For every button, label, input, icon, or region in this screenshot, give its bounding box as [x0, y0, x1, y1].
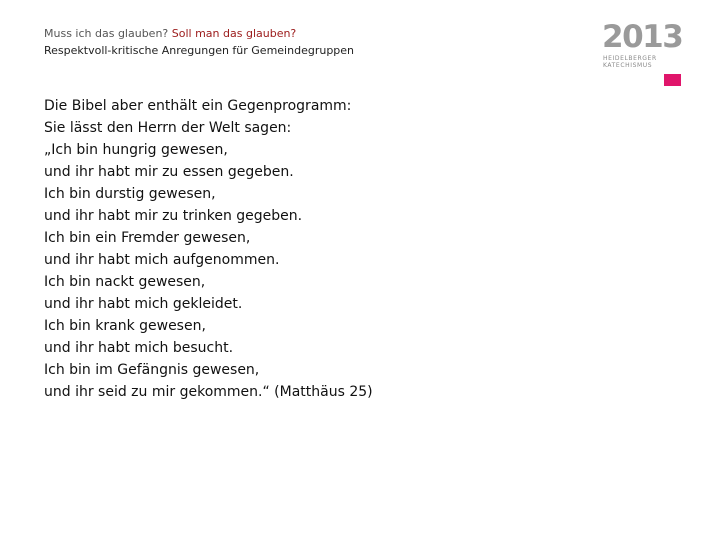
header-title-question: Muss ich das glauben?: [44, 27, 169, 40]
header-subtitle: Respektvoll-kritische Anregungen für Gemeindegruppen: [44, 44, 355, 57]
logo-text-line2: KATECHISMUS: [603, 62, 653, 69]
body-line: Ich bin nackt gewesen,: [44, 274, 206, 290]
body-line: Ich bin ein Fremder gewesen,: [44, 230, 251, 246]
body-line: Ich bin im Gefängnis gewesen,: [44, 362, 260, 378]
body-line: und ihr habt mir zu trinken gegeben.: [44, 208, 303, 224]
logo-accent-bar: [664, 74, 681, 86]
body-line: und ihr habt mich aufgenommen.: [44, 252, 280, 268]
heidelberger-katechismus-logo: [602, 19, 683, 69]
body-line: und ihr habt mich besucht.: [44, 340, 234, 356]
body-line: Sie lässt den Herrn der Welt sagen:: [44, 120, 292, 136]
body-line: und ihr habt mich gekleidet.: [44, 296, 243, 312]
body-line: Ich bin durstig gewesen,: [44, 186, 216, 202]
logo-year: 2013: [602, 19, 683, 55]
body-line: Die Bibel aber enthält ein Gegenprogramm:: [44, 98, 352, 114]
body-text: [44, 95, 373, 403]
body-line: „Ich bin hungrig gewesen,: [44, 142, 228, 158]
header-title-accent: Soll man das glauben?: [171, 27, 297, 40]
header-title: [44, 25, 354, 42]
logo-text-line1: HEIDELBERGER: [603, 55, 657, 62]
body-line: und ihr habt mir zu essen gegeben.: [44, 164, 294, 180]
header: [44, 25, 354, 59]
body-line: Ich bin krank gewesen,: [44, 318, 206, 334]
body-line: und ihr seid zu mir gekommen.“ (Matthäus 25): [44, 384, 373, 400]
